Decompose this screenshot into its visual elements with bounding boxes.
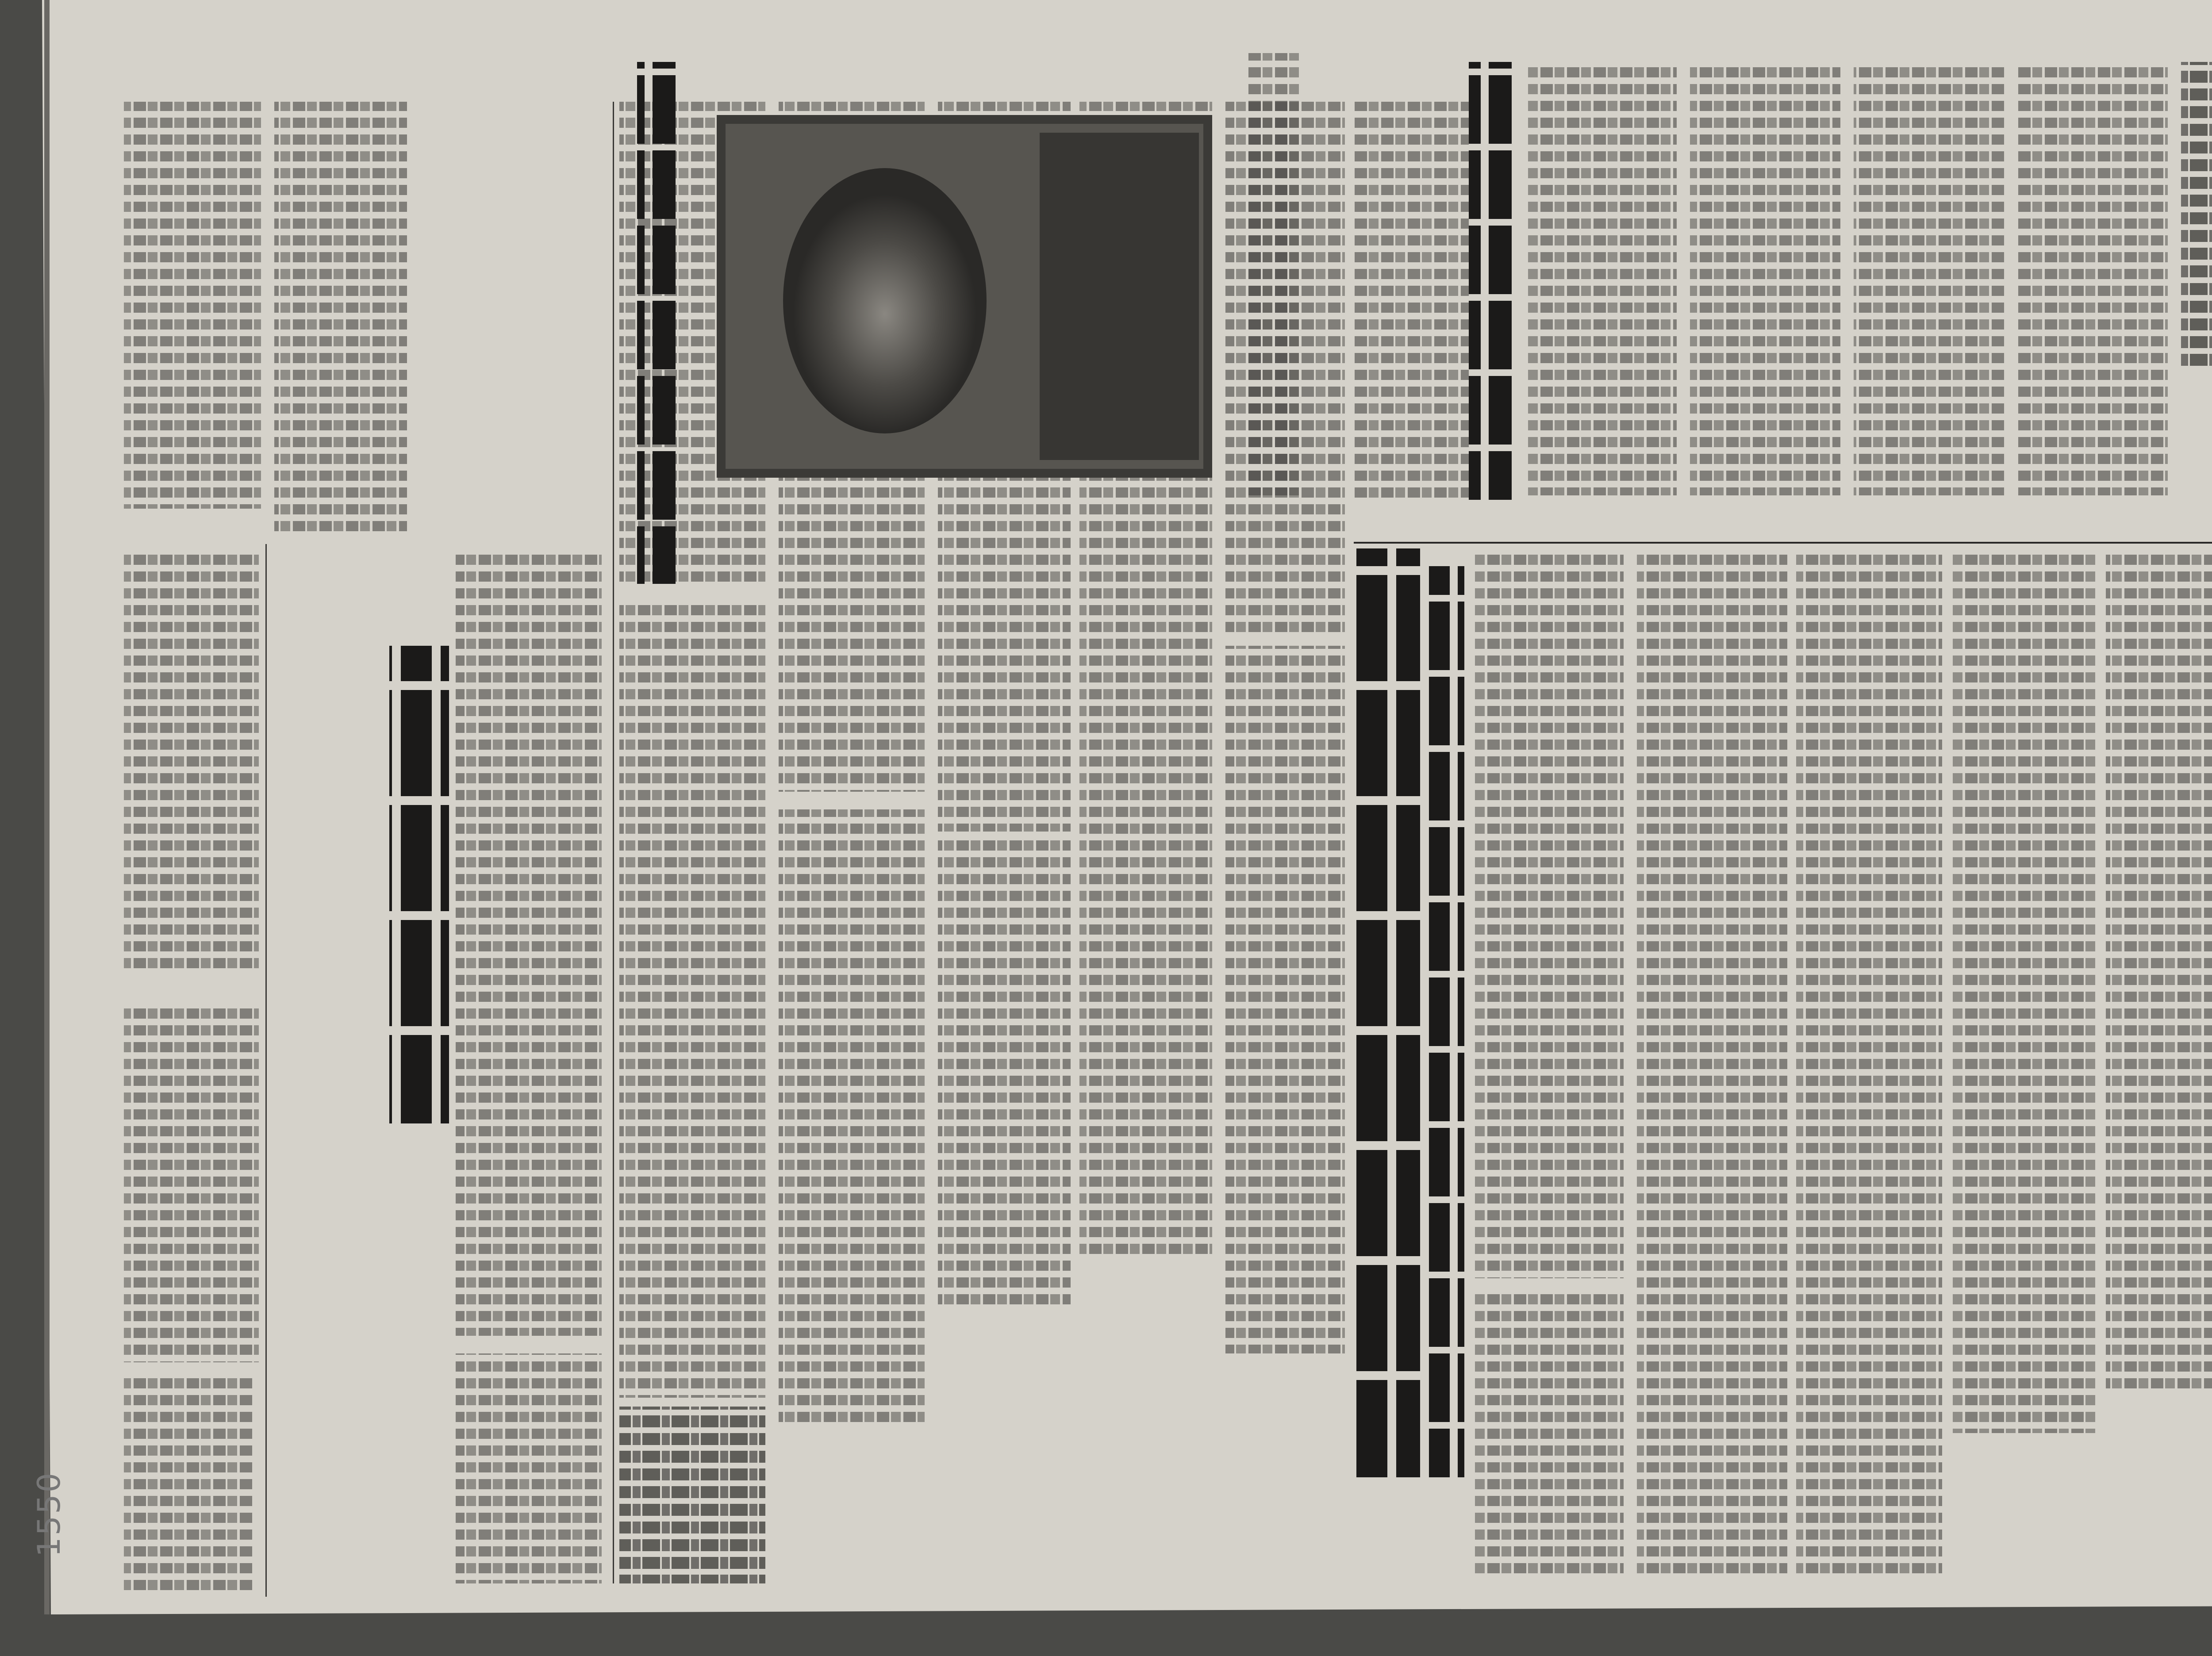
column-1-text — [124, 548, 259, 1597]
column-6-text — [1354, 102, 1469, 500]
photo-caption — [1248, 53, 1301, 495]
portrait-photo — [717, 115, 1212, 478]
page-number: 1550 — [31, 1471, 67, 1557]
headline-lahusen-prozess — [1354, 548, 1464, 1477]
headline-neujahrsbotschaft — [637, 62, 677, 584]
headline-franzoesische-denkschrift — [1469, 62, 1513, 500]
column-7-text — [1526, 62, 2212, 495]
